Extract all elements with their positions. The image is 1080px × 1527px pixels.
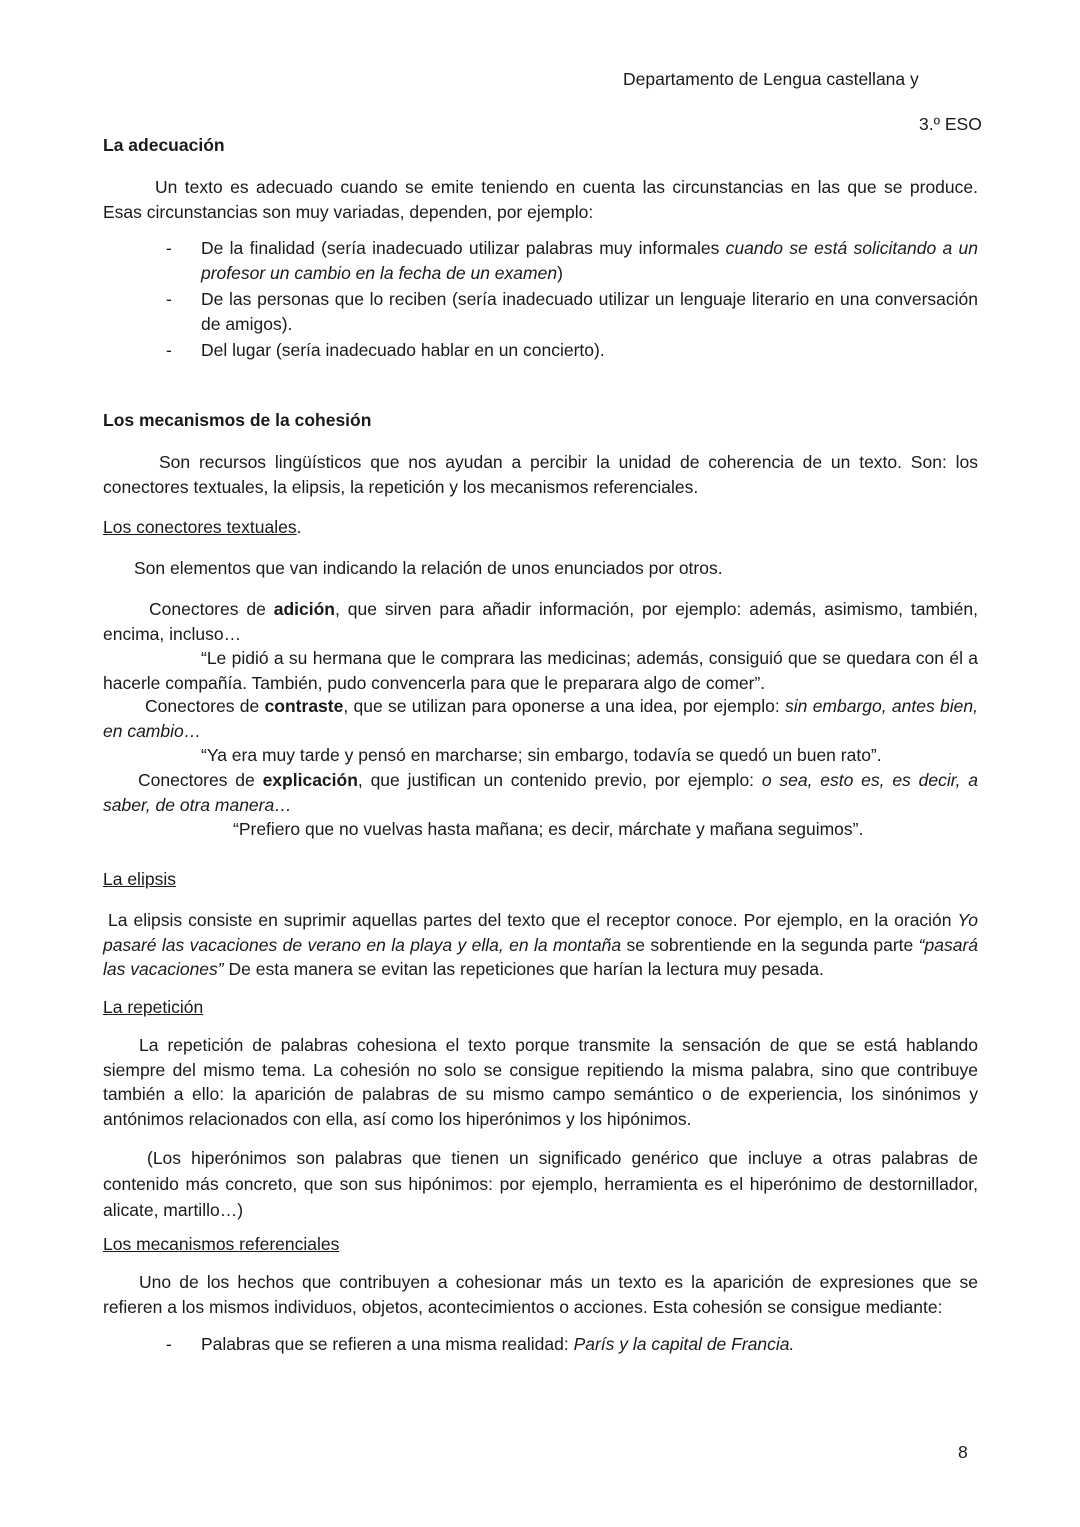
subsection-title-elipsis: La elipsis (103, 869, 176, 889)
adecuacion-intro: Un texto es adecuado cuando se emite teniendo en cuenta las circunstancias en las que se produce. Esas circunstancias son muy variadas, dependen, por ejemplo: (103, 177, 978, 222)
adecuacion-list (166, 236, 978, 365)
subsection-title-repeticion: La repetición (103, 997, 204, 1017)
conectores-explicacion (103, 768, 978, 817)
header-department: Departamento de Lengua castellana y (623, 69, 919, 89)
italic-example: “pasará las vacaciones” (103, 934, 979, 979)
header-course: 3.º ESO (919, 114, 982, 134)
list-item-italic: París y la capital de Francia. (573, 1334, 795, 1354)
text-span: Conectores de (149, 599, 274, 619)
cohesion-intro: Son recursos lingüísticos que nos ayudan a percibir la unidad de coherencia de un texto. Son: los conectores textuales, la elipsis, la repetición y los mecanismos referenciales. (103, 452, 978, 497)
bullet-dash: - (166, 289, 172, 309)
list-item (166, 236, 978, 285)
repeticion-paragraph-1: La repetición de palabras cohesiona el texto porque transmite la sensación de que se está hablando siempre del mismo tema. La cohesión no solo se consigue repitiendo la misma palabra, sino que contribuye también a ello: la aparición de palabras de su mismo campo semántico o de experiencia, los sinónimos y antónimos relacionados con ella, así como los hiperónimos y los hipónimos. (103, 1035, 978, 1129)
quote-explicacion: “Prefiero que no vuelvas hasta mañana; es decir, márchate y mañana seguimos”. (233, 819, 864, 839)
text-span: Conectores de (145, 696, 265, 716)
referenciales-paragraph: Uno de los hechos que contribuyen a cohesionar más un texto es la aparición de expresiones que se refieren a los mismos individuos, objetos, acontecimientos o acciones. Esta cohesión se consigue mediante: (103, 1272, 978, 1317)
bold-term: explicación (262, 770, 358, 790)
conectores-adicion (103, 597, 978, 646)
text-span: La elipsis consiste en suprimir aquellas partes del texto que el receptor conoce. Por ejemplo, en la oración (108, 910, 958, 930)
list-item-text: De la finalidad (sería inadecuado utilizar palabras muy informales (201, 238, 726, 258)
bullet-dash: - (166, 340, 172, 360)
page-number: 8 (958, 1442, 968, 1462)
text-span: De esta manera se evitan las repeticiones que harían la lectura muy pesada. (223, 959, 824, 979)
italic-examples: o sea, esto es, es decir, a saber, de otra manera… (103, 770, 978, 815)
italic-examples: sin embargo, antes bien, en cambio… (103, 696, 978, 741)
bold-term: contraste (264, 696, 344, 716)
subsection-conectores (103, 515, 301, 540)
text-span: Conectores de (138, 770, 263, 790)
list-item (166, 287, 978, 336)
conectores-contraste (103, 694, 978, 743)
bullet-dash: - (166, 1334, 172, 1354)
quote-adicion: “Le pidió a su hermana que le comprara las medicinas; además, consiguió que se quedara con él a hacerle compañía. También, pudo convencerla para que le preparara algo de comer”. (103, 648, 978, 693)
bold-term: adición (273, 599, 335, 619)
subsection-title: Los conectores textuales (103, 517, 297, 537)
elipsis-paragraph (103, 908, 978, 982)
list-item (166, 1332, 978, 1357)
list-item (166, 338, 978, 363)
conectores-intro: Son elementos que van indicando la relación de unos enunciados por otros. (134, 558, 723, 578)
text-span: , que sirven para añadir información, por ejemplo: además, asimismo, también, encima, incluso… (103, 599, 978, 644)
list-item-text: De las personas que lo reciben (sería inadecuado utilizar un lenguaje literario en una conversación de amigos). (201, 289, 978, 334)
bullet-dash: - (166, 238, 172, 258)
repeticion-paragraph-2: (Los hiperónimos son palabras que tienen un significado genérico que incluye a otras palabras de contenido más concreto, que son sus hipónimos: por ejemplo, herramienta es el hiperónimo de destornillador, alicate, martillo…) (103, 1148, 978, 1220)
list-item-text: Del lugar (sería inadecuado hablar en un concierto). (201, 340, 605, 360)
list-item-text: Palabras que se refieren a una misma realidad: (201, 1334, 574, 1354)
referenciales-list (166, 1332, 978, 1359)
italic-example: Yo pasaré las vacaciones de verano en la playa y ella, en la montaña (103, 910, 978, 955)
subsection-title-referenciales: Los mecanismos referenciales (103, 1234, 340, 1254)
section-title-adecuacion: La adecuación (103, 135, 225, 155)
section-title-cohesion: Los mecanismos de la cohesión (103, 410, 372, 430)
list-item-after: ) (557, 262, 563, 283)
text-span: , que se utilizan para oponerse a una idea, por ejemplo: (343, 696, 786, 716)
subsection-title-suffix: . (296, 517, 302, 537)
quote-contraste: “Ya era muy tarde y pensó en marcharse; sin embargo, todavía se quedó un buen rato”. (201, 745, 882, 765)
list-item-italic: cuando se está solicitando a un profesor un cambio en la fecha de un examen (201, 238, 979, 283)
text-span: se sobrentiende en la segunda parte (621, 934, 919, 955)
text-span: , que justifican un contenido previo, por ejemplo: (357, 770, 762, 790)
